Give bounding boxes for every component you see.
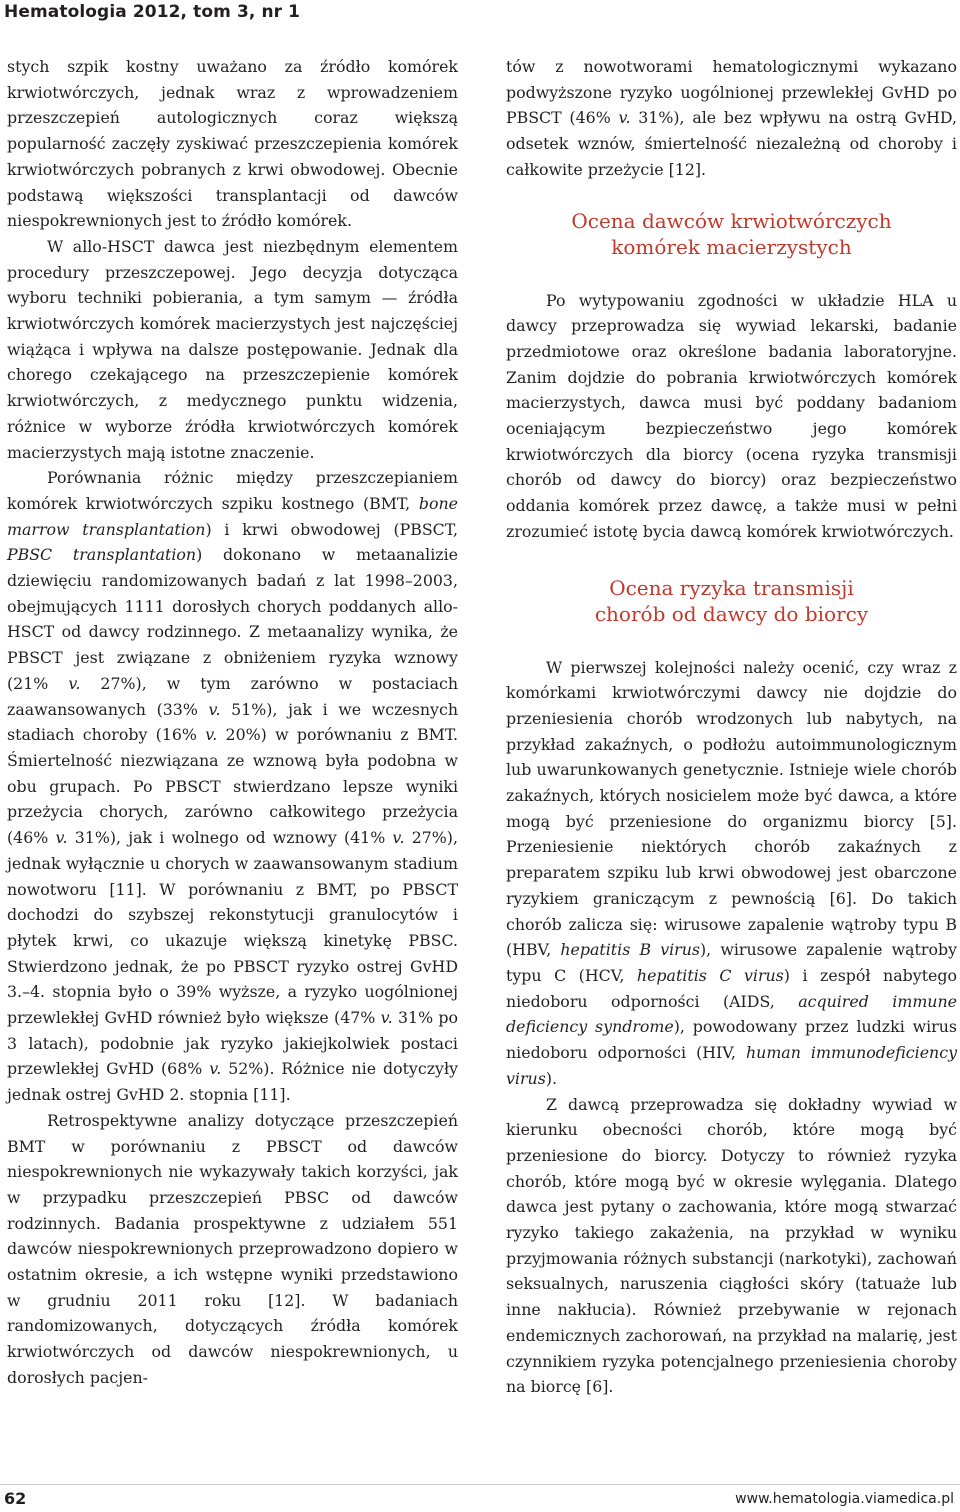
text-run: Porównania różnic między przeszczepianiem komórek krwiotwórczych szpiku kostnego (BMT, bbox=[7, 468, 458, 513]
versus-abbrev: v. bbox=[209, 1059, 222, 1079]
italic-term: bone marrow transplantation bbox=[7, 493, 458, 539]
versus-abbrev: v. bbox=[68, 673, 81, 693]
text-run: 52%). Różnice nie dotyczyły jednak ostrej GvHD 2. stopnia [11]. bbox=[7, 1059, 458, 1105]
italic-term: PBSC transplantation bbox=[7, 545, 197, 565]
heading-line: Ocena dawców krwiotwórczych bbox=[571, 208, 892, 233]
italic-term: acquired immune deficiency syndrome bbox=[506, 991, 957, 1037]
page-number: 62 bbox=[4, 1489, 27, 1508]
text-run: 31%), jak i wolnego od wznowy (41% bbox=[67, 828, 393, 848]
italic-term: human immunodeficiency virus bbox=[506, 1043, 957, 1088]
left-column bbox=[7, 54, 458, 1391]
versus-abbrev: v. bbox=[208, 699, 221, 719]
heading-line: Ocena ryzyka transmisji bbox=[609, 575, 854, 600]
text-run: 27%), w tym zarówno w postaciach zaawansowanych (33% bbox=[7, 673, 459, 719]
footer-url: www.hematologia.viamedica.pl bbox=[735, 1491, 954, 1507]
text-run: tów z nowotworami hematologicznymi wykazano podwyższone ryzyko uogólnionej przewlekłej GvHD po PBSCT (46% bbox=[506, 57, 957, 128]
paragraph: Retrospektywne analizy dotyczące przeszczepień BMT w porównaniu z PBSCT od dawców niespokrewnionych nie wykazywały takich korzyści, jak w przypadku przeszczepień PBSC od dawców rodzinnych. Badania prospektywne z udziałem 551 dawców niespokrewnionych przeprowadzono dopiero w ostatnim okresie, a ich wstępne wyniki przedstawiono w grudniu 2011 roku [12]. W badaniach randomizowanych, dotyczących źródła komórek krwiotwórczych od dawców niespokrewnionych, u dorosłych pacjen- bbox=[7, 1110, 458, 1387]
paragraph bbox=[506, 655, 957, 1092]
running-header: Hematologia 2012, tom 3, nr 1 bbox=[4, 2, 301, 22]
text-run: ) dokonano w metaanalizie dziewięciu randomizowanych badań z lat 1998–2003, obejmujących 1111 dorosłych chorych poddanych allo-HSCT od dawcy rodzinnego. Z metaanalizy wynika, że PBSCT jest związane z obniżeniem ryzyka wznowy (21% bbox=[7, 545, 459, 693]
text-run: ), powodowany przez ludzki wirus niedoboru odporności (HIV, bbox=[506, 1017, 957, 1063]
text-run: 51%), jak i we wczesnych stadiach choroby (16% bbox=[7, 699, 459, 745]
paragraph: stych szpik kostny uważano za źródło komórek krwiotwórczych, jednak wraz z wprowadzeniem przeszczepień autologicznych coraz większą popularność zaczęły zyskiwać przeszczepienia komórek krwiotwórczych pobranych z krwi obwodowej. Obecnie podstawą większości transplantacji od dawców niespokrewnionych jest to źródło komórek. bbox=[7, 57, 458, 231]
footer-divider bbox=[0, 1484, 960, 1485]
italic-term: hepatitis B virus bbox=[560, 940, 700, 960]
text-run: ) i zespół nabytego niedoboru odporności (AIDS, bbox=[506, 965, 958, 1011]
paragraph bbox=[7, 465, 458, 1108]
versus-abbrev: v. bbox=[618, 108, 631, 128]
section-heading-transmission-risk bbox=[506, 575, 957, 627]
italic-term: hepatitis C virus bbox=[636, 965, 784, 985]
versus-abbrev: v. bbox=[55, 828, 68, 848]
versus-abbrev: v. bbox=[380, 1008, 393, 1028]
text-run: 31%), ale bez wpływu na ostrą GvHD, odsetek wznów, śmiertelność niezależną od choroby i całkowite przeżycie [12]. bbox=[506, 108, 957, 179]
text-run: W pierwszej kolejności należy ocenić, czy wraz z komórkami krwiotwórczymi dawcy nie dojdzie do przeniesienia chorób wrodzonych lub nabytych, na przykład zakaźnych, o podłożu autoimmunologicznym lub uwarunkowanych genetycznie. Istnieje wiele chorób zakaźnych, których nosicielem może być dawca, a które mogą być przeniesione do organizmu biorcy [5]. Przeniesienie niektórych chorób zakaźnych z preparatem szpiku lub krwi obwodowej jest obarczone ryzykiem graniczącym z pewnością [6]. Do takich chorób zalicza się: wirusowe zapalenie wątroby typu B (HBV, bbox=[506, 657, 957, 960]
paragraph: Z dawcą przeprowadza się dokładny wywiad w kierunku obecności chorób, które mogą być przeniesione do biorcy. Dotyczy to również ryzyka chorób, które mogą być w okresie wylęgania. Dlatego dawca jest pytany o zachowania, które mogą stwarzać ryzyko takiego zakażenia, na przykład w wyniku przyjmowania różnych substancji (narkotyki), zachowań seksualnych, naruszenia ciągłości skóry (tatuaże lub inne nakłucia). Również przebywanie w rejonach endemicznych zachorowań, na przykład na malarię, jest czynnikiem ryzyka potencjalnego przeniesienia choroby na biorcę [6]. bbox=[506, 1094, 957, 1397]
heading-line: komórek macierzystych bbox=[611, 234, 852, 259]
versus-abbrev: v. bbox=[392, 828, 405, 848]
versus-abbrev: v. bbox=[205, 725, 218, 745]
text-run: ). bbox=[545, 1068, 557, 1088]
text-run: 31% po 3 latach), podobnie jak ryzyko jakiejkolwiek postaci przewlekłej GvHD (68% bbox=[7, 1008, 458, 1079]
section-heading-donor-assessment bbox=[506, 208, 957, 260]
text-run: ) i krwi obwodowej (PBSCT, bbox=[205, 519, 459, 539]
text-run: 20%) w porównaniu z BMT. Śmiertelność niezwiązana ze wznową była podobna w obu grupach. Po PBSCT stwierdzano lepsze wyniki przeżycia chorych, zarówno całkowitego przeżycia (46% bbox=[7, 725, 458, 848]
right-column bbox=[506, 54, 957, 1400]
paragraph: W allo-HSCT dawca jest niezbędnym elementem procedury przeszczepowej. Jego decyzja dotycząca wyboru techniki pobierania, a tym samym — źródła krwiotwórczych komórek macierzystych jest najczęściej wiążąca i wpływa na dalsze postępowanie. Jednak dla chorego czekającego na przeszczepienie komórek krwiotwórczych, z medycznego punktu widzenia, różnice w wyborze źródła krwiotwórczych komórek macierzystych mają istotne znaczenie. bbox=[7, 236, 458, 462]
paragraph: Po wytypowaniu zgodności w układzie HLA u dawcy przeprowadza się wywiad lekarski, badanie przedmiotowe oraz określone badania laboratoryjne. Zanim dojdzie do pobrania krwiotwórczych komórek macierzystych, dawca musi być poddany badaniom oceniającym bezpieczeństwo jego komórek krwiotwórczych dla biorcy (ocena ryzyka transmisji chorób od dawcy do biorcy) oraz bezpieczeństwo oddania komórek przez dawcę, a także musi w pełni zrozumieć istotę bycia dawcą komórek krwiotwórczych. bbox=[506, 290, 957, 541]
text-run: ), wirusowe zapalenie wątroby typu C (HCV, bbox=[506, 940, 957, 985]
heading-line: chorób od dawcy do biorcy bbox=[594, 601, 869, 626]
paragraph bbox=[506, 54, 957, 183]
text-run: 27%), jednak wyłącznie u chorych w zaawansowanym stadium nowotworu [11]. W porównaniu z BMT, po PBSCT dochodzi do szybszej rekonstytucji granulocytów i płytek krwi, co ukazuje większą kinetykę PBSC. Stwierdzono jednak, że po PBSCT ryzyko ostrej GvHD 3.–4. stopnia było o 39% wyższe, a ryzyko uogólnionej przewlekłej GvHD również było większe (47% bbox=[7, 828, 458, 1028]
